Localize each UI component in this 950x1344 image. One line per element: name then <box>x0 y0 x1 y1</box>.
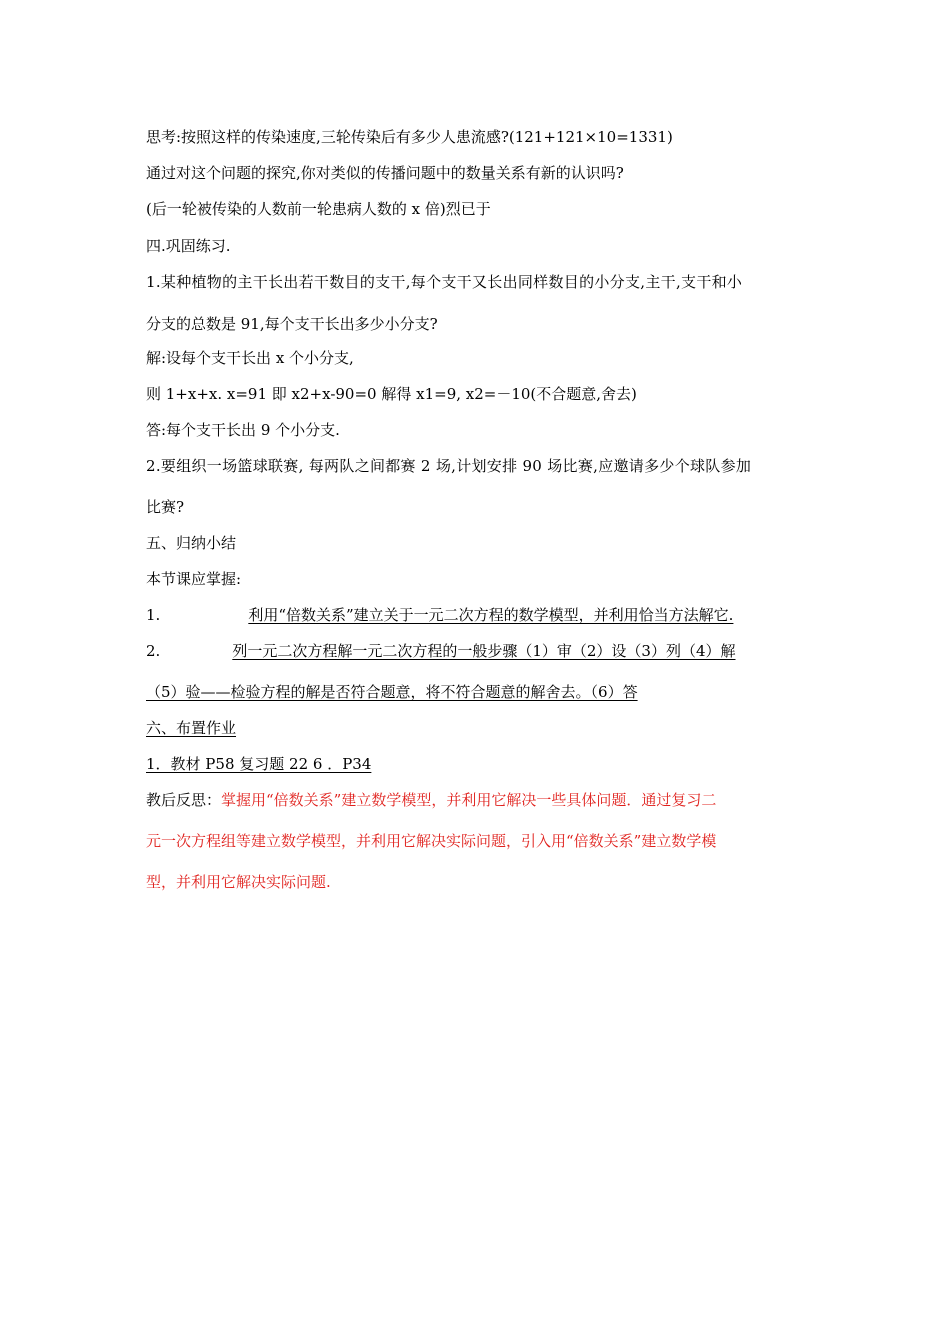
summary-item-2-continued: （5）验——检验方程的解是否符合题意，将不符合题意的解舍去。（6）答 <box>146 683 638 701</box>
question-1-line-2: 分支的总数是 91,每个支干长出多少小分支? <box>146 315 438 333</box>
reflection-line-2: 元一次方程组等建立数学模型，并利用它解决实际问题，引入用“倍数关系”建立数学模 <box>146 832 717 850</box>
reflection-line-3: 型，并利用它解决实际问题. <box>146 873 331 891</box>
multiple-note: (后一轮被传染的人数前一轮患病人数的 x 倍)烈已于 <box>146 200 491 218</box>
section-5-heading: 五、归纳小结 <box>146 534 237 552</box>
summary-item-2 <box>146 641 736 661</box>
summary-item-2-number: 2. <box>146 642 161 660</box>
question-2-line-1: 2.要组织一场篮球联赛, 每两队之间都赛 2 场,计划安排 90 场比赛,应邀请多少个球队参加 <box>146 457 752 475</box>
summary-item-2-text: 列一元二次方程解一元二次方程的一般步骤（1）审（2）设（3）列（4）解 <box>232 642 736 660</box>
question-1-line-1: 1.某种植物的主干长出若干数目的支干,每个支干又长出同样数目的小分支,主干,支干和小 <box>146 273 743 291</box>
reflection-label: 教后反思： <box>146 791 222 809</box>
solution-1-equation: 则 1+x+x. x=91 即 x2+x-90=0 解得 x1=9, x2=－10(不合题意,舍去) <box>146 385 637 403</box>
question-2-line-2: 比赛? <box>146 498 185 516</box>
solution-1-setup: 解:设每个支干长出 x 个小分支, <box>146 349 354 367</box>
reflection-text-1: 掌握用“倍数关系”建立数学模型，并利用它解决一些具体问题．通过复习二 <box>221 791 717 809</box>
section-4-heading: 四.巩固练习. <box>146 237 231 255</box>
master-intro: 本节课应掌握: <box>146 570 242 588</box>
summary-item-1 <box>146 605 733 625</box>
think-question: 思考:按照这样的传染速度,三轮传染后有多少人患流感?(121+121×10=1331) <box>146 128 673 146</box>
summary-item-1-text: 利用“倍数关系”建立关于一元二次方程的数学模型，并利用恰当方法解它. <box>248 606 734 624</box>
summary-item-1-number: 1. <box>146 606 161 624</box>
reflection-line-1 <box>146 790 716 810</box>
answer-1: 答:每个支干长出 9 个小分支. <box>146 421 340 439</box>
explore-question: 通过对这个问题的探究,你对类似的传播问题中的数量关系有新的认识吗? <box>146 164 624 182</box>
homework-item: 1．教材 P58 复习题 22 6 ．P34 <box>146 755 372 773</box>
section-6-heading: 六、布置作业 <box>146 719 237 737</box>
